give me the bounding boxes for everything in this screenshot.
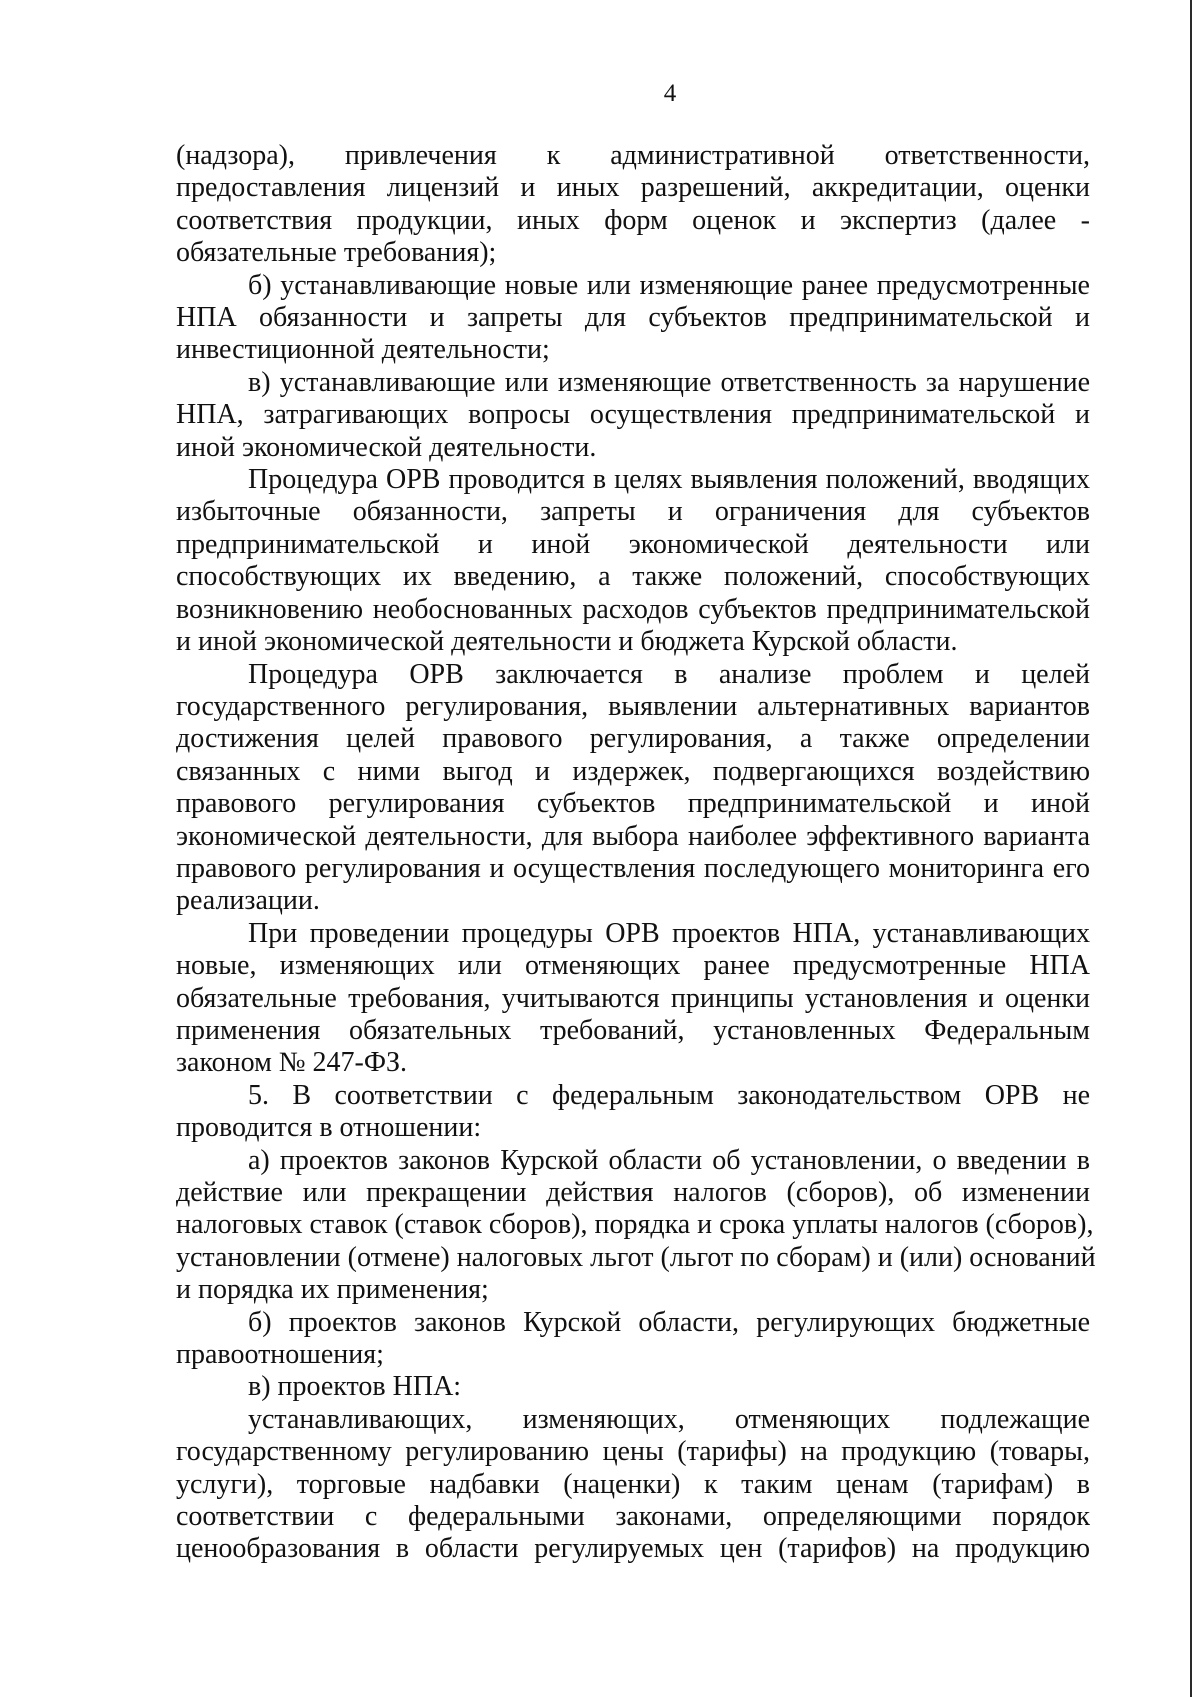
text-line: и порядка их применения; [176,1274,489,1306]
text-line: Процедура ОРВ проводится в целях выявления положений, вводящих [248,464,1090,496]
text-line: достижения целей правового регулирования, а также определении [176,723,1090,755]
text-line: инвестиционной деятельности; [176,334,550,366]
text-line: связанных с ними выгод и издержек, подвергающихся воздействию [176,755,1090,787]
text-line: 5. В соответствии с федеральным законодательством ОРВ не [248,1079,1090,1111]
text-line: избыточные обязанности, запреты и ограничения для субъектов [176,496,1090,528]
page-number: 4 [663,80,677,107]
paragraph [176,1307,1090,1372]
text-line: соответствии с федеральными законами, определяющими порядок [176,1501,1090,1533]
text-line: Процедура ОРВ заключается в анализе проблем и целей [248,658,1090,690]
text-line: государственного регулирования, выявлении альтернативных вариантов [176,690,1090,722]
text-line: правоотношения; [176,1339,384,1371]
text-line: правового регулирования и осуществления последующего мониторинга его [176,852,1090,884]
text-line: правового регулирования субъектов предпринимательской и иной [176,788,1090,820]
text-line: государственному регулированию цены (тарифы) на продукцию (товары, [176,1436,1090,1468]
paragraph [176,918,1090,1080]
paragraph [176,140,1090,270]
text-line: б) устанавливающие новые или изменяющие ранее предусмотренные [248,269,1090,301]
text-line: возникновению необоснованных расходов субъектов предпринимательской [176,593,1090,625]
text-line: применения обязательных требований, установленных Федеральным [176,1014,1090,1046]
text-line: новые, изменяющих или отменяющих ранее предусмотренные НПА [176,950,1090,982]
paragraph [176,1144,1096,1307]
text-line: ценообразования в области регулируемых цен (тарифов) на продукцию [176,1533,1090,1565]
text-line: При проведении процедуры ОРВ проектов НПА, устанавливающих [248,917,1090,949]
text-line: (надзора), привлечения к административной ответственности, [176,140,1090,171]
text-line: установлении (отмене) налоговых льгот (льгот по сборам) и (или) оснований [176,1241,1096,1273]
paragraph [176,1080,1090,1145]
text-line: законом № 247-ФЗ. [176,1047,408,1079]
scan-edge-line [1190,0,1192,1697]
paragraph [176,1404,1090,1566]
text-line: соответствия продукции, иных форм оценок и экспертиз (далее - [176,204,1090,236]
text-line: иной экономической деятельности. [176,431,597,463]
text-line: проводится в отношении: [176,1112,482,1144]
text-line: обязательные требования, учитываются принципы установления и оценки [176,982,1090,1014]
text-line: НПА, затрагивающих вопросы осуществления предпринимательской и [176,399,1090,431]
paragraph [176,464,1090,658]
paragraph [176,659,1090,918]
text-line: услуги), торговые надбавки (наценки) к таким ценам (тарифам) в [176,1468,1090,1500]
text-line: экономической деятельности, для выбора наиболее эффективного варианта [176,820,1090,852]
text-line: в) устанавливающие или изменяющие ответственность за нарушение [248,366,1090,398]
text-line: и иной экономической деятельности и бюджета Курской области. [176,626,958,658]
paragraph [176,270,1090,367]
text-line: реализации. [176,885,320,917]
paragraph [176,1371,1090,1403]
text-line: в) проектов НПА: [248,1371,462,1403]
paragraph [176,367,1090,464]
text-line: а) проектов законов Курской области об установлении, о введении в [248,1144,1090,1176]
text-line: предпринимательской и иной экономической деятельности или [176,528,1090,560]
text-line: б) проектов законов Курской области, регулирующих бюджетные [248,1306,1090,1338]
text-line: налоговых ставок (ставок сборов), порядка и срока уплаты налогов (сборов), [176,1209,1094,1241]
text-line: НПА обязанности и запреты для субъектов предпринимательской и [176,302,1090,334]
text-line: обязательные требования); [176,237,497,269]
text-line: действие или прекращении действия налогов (сборов), об изменении [176,1177,1090,1208]
document-body [176,140,1096,1566]
text-line: предоставления лицензий и иных разрешений, аккредитации, оценки [176,172,1090,204]
text-line: способствующих их введению, а также положений, способствующих [176,561,1090,593]
text-line: устанавливающих, изменяющих, отменяющих подлежащие [248,1403,1090,1435]
